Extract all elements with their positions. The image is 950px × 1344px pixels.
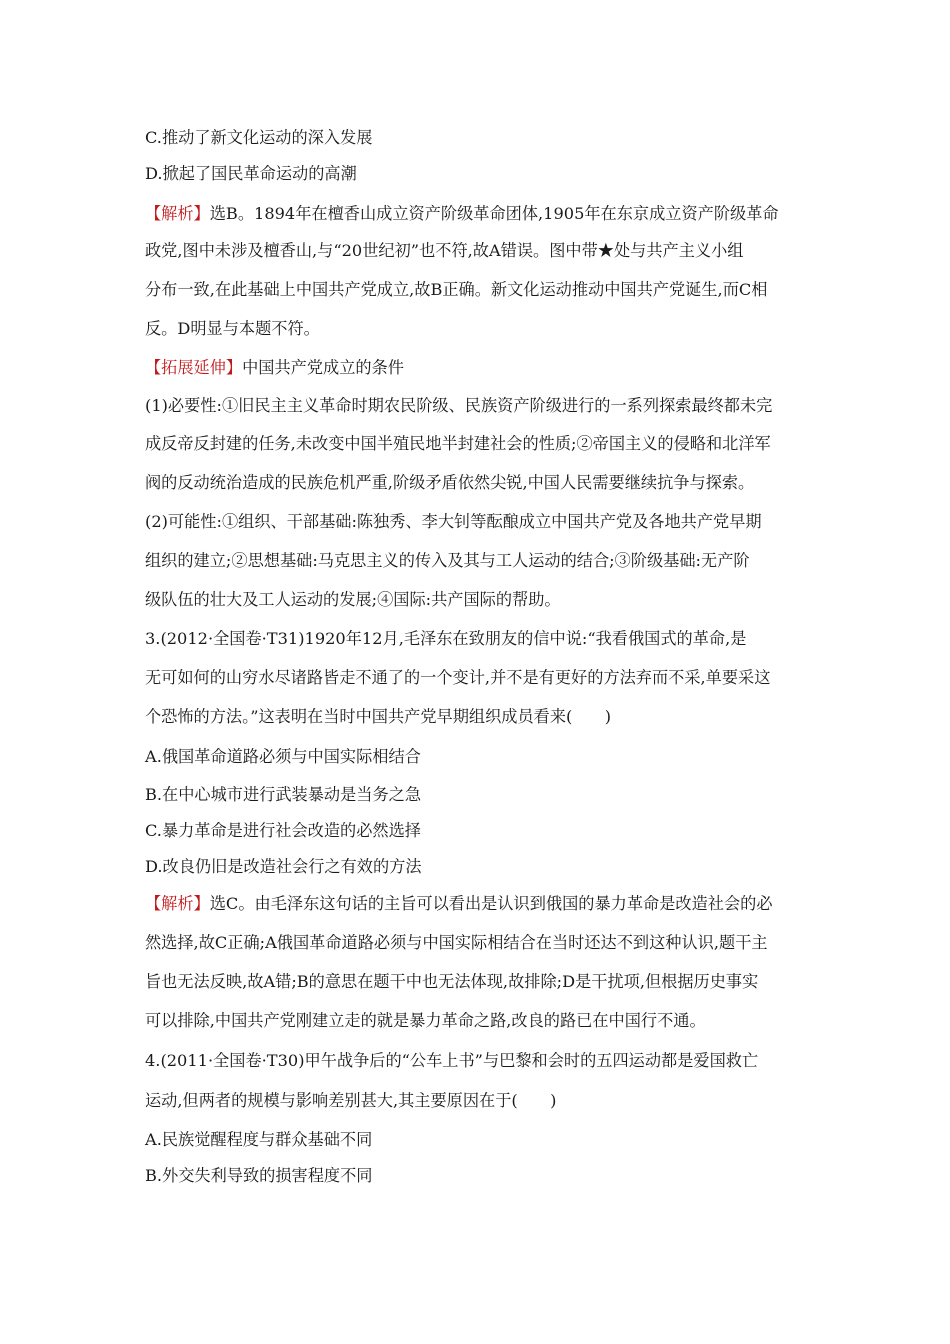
question-3-line-3: 个恐怖的方法。”这表明在当时中国共产党早期组织成员看来( ) <box>145 707 612 726</box>
option-c-q3: C.暴力革命是进行社会改造的必然选择 <box>145 821 421 840</box>
option-a-q4: A.民族觉醒程度与群众基础不同 <box>145 1130 373 1149</box>
extension-line-5: 组织的建立;②思想基础:马克思主义的传入及其与工人运动的结合;③阶级基础:无产阶 <box>145 551 750 570</box>
extension-line-6: 级队伍的壮大及工人运动的发展;④国际:共产国际的帮助。 <box>145 590 561 609</box>
analysis-q2-line-1: 【解析】选B。1894年在檀香山成立资产阶级革命团体,1905年在东京成立资产阶级革命 <box>145 204 779 223</box>
option-a-q3: A.俄国革命道路必须与中国实际相结合 <box>145 747 421 766</box>
question-3-line-2: 无可如何的山穷水尽诸路皆走不通了的一个变计,并不是有更好的方法弃而不采,单要采这 <box>145 668 771 687</box>
extension-line-1: (1)必要性:①旧民主主义革命时期农民阶级、民族资产阶级进行的一系列探索最终都未完 <box>145 396 773 415</box>
analysis-q3-line-4: 可以排除,中国共产党刚建立走的就是暴力革命之路,改良的路已在中国行不通。 <box>145 1011 706 1030</box>
section-tag: 【解析】 <box>145 204 210 223</box>
extension-line-3: 阀的反动统治造成的民族危机严重,阶级矛盾依然尖锐,中国人民需要继续抗争与探索。 <box>145 473 755 492</box>
analysis-q3-line-3: 旨也无法反映,故A错;B的意思在题干中也无法体现,故排除;D是干扰项,但根据历史事实 <box>145 972 759 991</box>
option-d-q2: D.掀起了国民革命运动的高潮 <box>145 164 357 183</box>
extension-line-4: (2)可能性:①组织、干部基础:陈独秀、李大钊等酝酿成立中国共产党及各地共产党早期 <box>145 512 762 531</box>
section-tag: 【解析】 <box>145 894 210 913</box>
analysis-q3-line-1: 【解析】选C。由毛泽东这句话的主旨可以看出是认识到俄国的暴力革命是改造社会的必 <box>145 894 773 913</box>
extension-line-2: 成反帝反封建的任务,未改变中国半殖民地半封建社会的性质;②帝国主义的侵略和北洋军 <box>145 434 771 453</box>
question-4-line-2: 运动,但两者的规模与影响差别甚大,其主要原因在于( ) <box>145 1091 557 1110</box>
option-b-q3: B.在中心城市进行武装暴动是当务之急 <box>145 785 422 804</box>
option-b-q4: B.外交失利导致的损害程度不同 <box>145 1166 373 1185</box>
analysis-q2-line-4: 反。D明显与本题不符。 <box>145 319 320 338</box>
option-c-q2: C.推动了新文化运动的深入发展 <box>145 128 373 147</box>
question-3-line-1: 3.(2012·全国卷·T31)1920年12月,毛泽东在致朋友的信中说:“我看俄国式的革命,是 <box>145 629 747 648</box>
analysis-q2-line-3: 分布一致,在此基础上中国共产党成立,故B正确。新文化运动推动中国共产党诞生,而C相 <box>145 280 768 299</box>
extension-heading: 【拓展延伸】中国共产党成立的条件 <box>145 358 404 377</box>
section-tag: 【拓展延伸】 <box>145 358 243 377</box>
option-d-q3: D.改良仍旧是改造社会行之有效的方法 <box>145 857 422 876</box>
analysis-q2-line-2: 政党,图中未涉及檀香山,与“20世纪初”也不符,故A错误。图中带★处与共产主义小组 <box>145 241 744 260</box>
question-4-line-1: 4.(2011·全国卷·T30)甲午战争后的“公车上书”与巴黎和会时的五四运动都是爱国救亡 <box>145 1051 759 1070</box>
analysis-q3-line-2: 然选择,故C正确;A俄国革命道路必须与中国实际相结合在当时还达不到这种认识,题干主 <box>145 933 768 952</box>
